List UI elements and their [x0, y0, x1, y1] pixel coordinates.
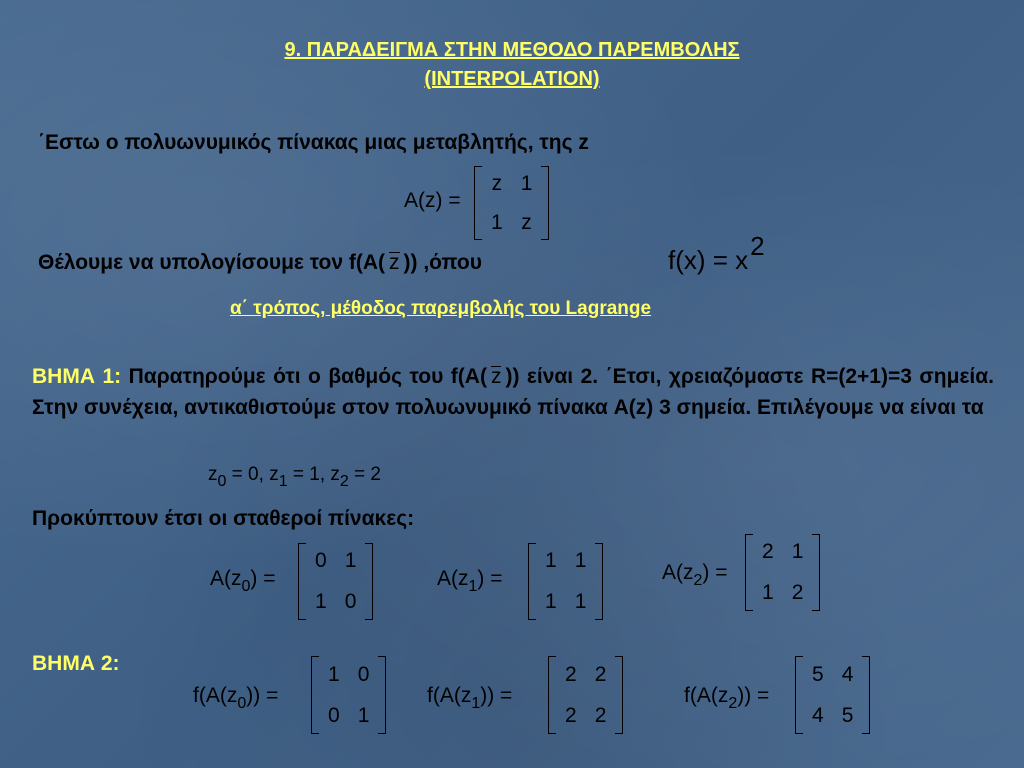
f-a-z2-lhs-subscript: 2 [728, 695, 738, 712]
left-bracket [548, 656, 556, 734]
right-bracket [595, 543, 603, 620]
a-z2-lhs-pre: A(z [662, 561, 694, 584]
z-bar: z [490, 365, 502, 388]
method-subtitle: α΄ τρόπος, μέθοδος παρεμβολής του Lagrange [230, 298, 652, 319]
want-text-after: )) ,όπου [403, 251, 482, 274]
matrix-cell: 2 [762, 540, 774, 564]
right-bracket [378, 656, 386, 734]
a-z2-lhs-subscript: 2 [693, 572, 703, 589]
step1-text-1: Παρατηρούμε ότι ο βαθμός του f(A( [121, 365, 487, 388]
point-z1-subscript: 1 [278, 473, 288, 490]
matrix-cell: 2 [565, 703, 577, 727]
point-z2-subscript: 2 [339, 473, 349, 490]
a-z2-matrix [745, 534, 820, 611]
az-lhs: A(z) = [404, 189, 461, 212]
right-bracket [862, 656, 870, 734]
sample-points [208, 464, 382, 490]
point-z1-value: = 1, [287, 464, 331, 485]
z-bar: z [389, 251, 400, 274]
point-z0-value: = 0, [226, 464, 270, 485]
f-a-z2-matrix [795, 656, 870, 734]
matrix-cell: z [491, 171, 503, 195]
matrix-cell: 0 [357, 662, 370, 686]
point-z0-subscript: 0 [217, 473, 227, 490]
matrix-cell: z [521, 210, 532, 234]
a-z0-matrix [298, 543, 373, 620]
want-text [38, 248, 482, 275]
matrix-cell: 1 [491, 210, 503, 234]
matrix-cell: 1 [545, 589, 557, 613]
matrix-cell: 1 [344, 549, 357, 573]
a-z1-lhs-post: ) = [477, 567, 503, 590]
f-a-z1-lhs-pre: f(A(z [427, 684, 472, 707]
matrix-cell: 1 [545, 549, 557, 573]
a-z2-lhs-post: ) = [702, 561, 728, 584]
f-a-z1-matrix [548, 656, 623, 734]
right-bracket [541, 166, 549, 240]
title-line-2: (INTERPOLATION) [424, 68, 600, 90]
fx-lhs: f(x) = x [668, 245, 749, 275]
matrix-cell: 2 [791, 580, 804, 604]
f-a-z1-lhs-subscript: 1 [471, 695, 481, 712]
point-z2-symbol: z [330, 464, 340, 485]
step1-label: ΒΗΜΑ 1: [32, 365, 122, 388]
left-bracket [528, 543, 536, 620]
left-bracket [298, 543, 306, 620]
left-bracket [745, 534, 753, 611]
matrix-cell: 0 [328, 703, 340, 727]
a-z1-lhs-subscript: 1 [468, 578, 478, 595]
fx-exponent: 2 [750, 231, 765, 261]
point-z1-symbol: z [269, 464, 279, 485]
page-title [0, 36, 1024, 94]
a-z1-matrix [528, 543, 603, 620]
a-z1-lhs [437, 567, 503, 595]
step2-label: ΒΗΜΑ 2: [32, 652, 120, 675]
matrix-cell: 1 [328, 662, 340, 686]
f-a-z2-lhs-post: )) = [737, 684, 770, 707]
right-bracket [365, 543, 373, 620]
right-bracket [615, 656, 623, 734]
f-a-z0-matrix [311, 656, 386, 734]
a-z0-lhs-post: ) = [250, 567, 276, 590]
right-bracket [812, 534, 820, 611]
point-z0-symbol: z [208, 464, 218, 485]
matrix-cell: 4 [812, 703, 824, 727]
step1-paragraph [32, 361, 994, 423]
matrix-cell: 1 [520, 171, 533, 195]
az-matrix [474, 166, 549, 240]
matrix-cell: 1 [762, 580, 774, 604]
matrix-cell: 1 [315, 589, 327, 613]
a-z0-lhs-subscript: 0 [241, 578, 251, 595]
matrix-cell: 5 [841, 703, 854, 727]
f-a-z0-lhs-subscript: 0 [237, 695, 247, 712]
constant-matrices-intro: Προκύπτουν έτσι οι σταθεροί πίνακες: [32, 507, 415, 530]
matrix-cell: 0 [315, 549, 327, 573]
f-a-z0-lhs [193, 684, 279, 712]
matrix-cell: 1 [357, 703, 370, 727]
f-a-z1-lhs [427, 684, 513, 712]
left-bracket [795, 656, 803, 734]
az-matrix-cells [482, 166, 541, 240]
matrix-cell: 1 [574, 549, 587, 573]
f-a-z2-lhs-pre: f(A(z [684, 684, 729, 707]
a-z0-lhs-pre: A(z [210, 567, 242, 590]
matrix-cell: 2 [594, 662, 607, 686]
point-z2-value: = 2 [348, 464, 382, 485]
a-z2-lhs [662, 561, 728, 589]
step1-text-2: )) είναι 2. ΄Ετσι, χρειαζόμαστε R=(2+1)=3 σημεία. Στην συνέχεια, αντικαθιστούμε στον πολυωνυμικό πίνακα A(z) 3 σημεία. Επιλέγουμε να είναι τα [32, 365, 994, 419]
matrix-cell: 4 [841, 662, 854, 686]
f-a-z1-lhs-post: )) = [480, 684, 513, 707]
matrix-cell: 5 [812, 662, 824, 686]
a-z0-lhs [210, 567, 276, 595]
matrix-cell: 1 [791, 540, 804, 564]
intro-text: ΄Εστω ο πολυωνυμικός πίνακας μιας μεταβλητής, της z [38, 131, 589, 154]
left-bracket [311, 656, 319, 734]
matrix-cell: 2 [594, 703, 607, 727]
matrix-cell: 1 [574, 589, 587, 613]
f-a-z2-lhs [684, 684, 770, 712]
want-text-before: Θέλουμε να υπολογίσουμε τον f(A( [38, 251, 386, 274]
matrix-cell: 2 [565, 662, 577, 686]
title-line-1: 9. ΠΑΡΑΔΕΙΓΜΑ ΣΤΗΝ ΜΕΘΟΔΟ ΠΑΡΕΜΒΟΛΗΣ [284, 39, 740, 61]
f-a-z0-lhs-post: )) = [246, 684, 279, 707]
matrix-cell: 0 [344, 589, 357, 613]
fx-formula [668, 231, 765, 276]
left-bracket [474, 166, 482, 240]
a-z1-lhs-pre: A(z [437, 567, 469, 590]
f-a-z0-lhs-pre: f(A(z [193, 684, 238, 707]
